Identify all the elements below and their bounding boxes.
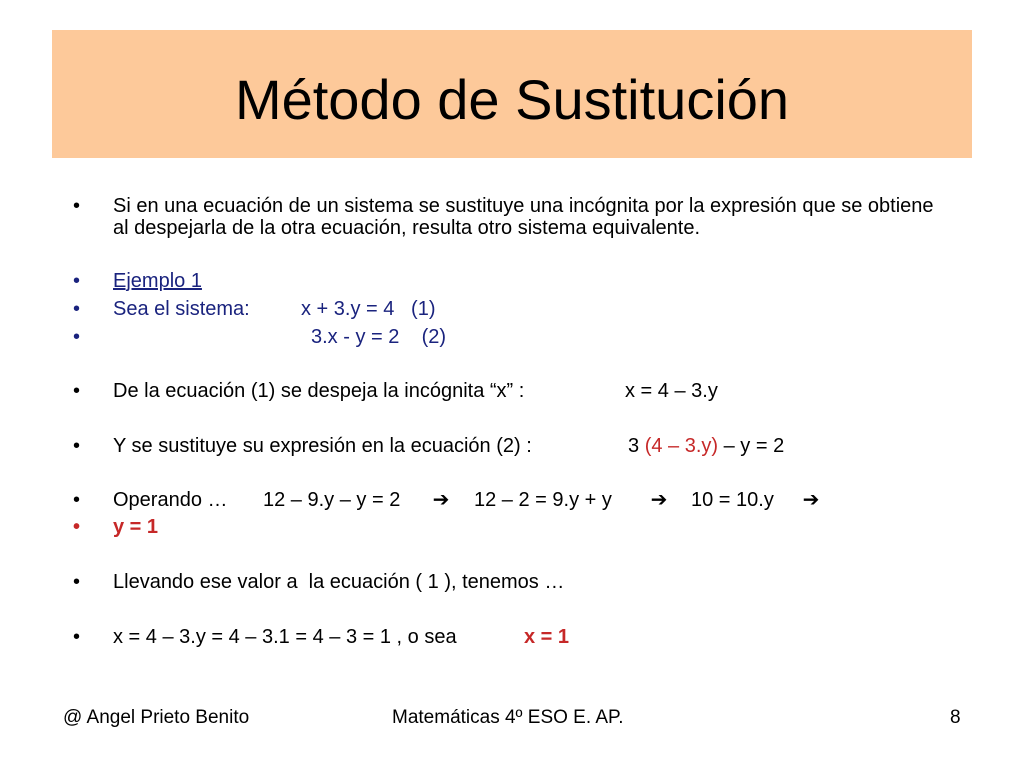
sust-coef: 3 (628, 435, 645, 457)
sust-expression: (4 – 3.y) (644, 435, 719, 457)
footer-author: @ Angel Prieto Benito (63, 707, 250, 728)
bullet-icon: • (73, 571, 81, 593)
y-result: y = 1 (113, 516, 159, 538)
bullet-icon: • (73, 298, 81, 320)
definition-text: Si en una ecuación de un sistema se sustituye una incógnita por la expresión que se obtiene al despejarla de la otra ecuación, resulta otro sistema equivalente. (113, 195, 934, 239)
operando-step-1: 12 – 9.y – y = 2 (263, 489, 401, 511)
bullet-icon: • (73, 516, 81, 538)
arrow-right-icon: ➔ (432, 489, 450, 511)
arrow-right-icon: ➔ (802, 489, 820, 511)
bullet-icon: • (73, 270, 81, 292)
bullet-icon: • (73, 489, 81, 511)
equation-1: x + 3.y = 4 (1) (301, 298, 436, 320)
equation-2: 3.x - y = 2 (2) (311, 326, 447, 348)
sustitucion-equation (628, 435, 784, 457)
arrow-right-icon: ➔ (650, 489, 668, 511)
bullet-icon: • (73, 326, 81, 348)
slide-title: Método de Sustitución (234, 68, 790, 131)
operando-label: Operando … (113, 489, 228, 511)
operando-step-3: 10 = 10.y (691, 489, 774, 511)
bullet-icon: • (73, 380, 81, 402)
despeje-equation: x = 4 – 3.y (625, 380, 718, 402)
sistema-label: Sea el sistema: (113, 298, 250, 320)
bullet-icon: • (73, 195, 81, 217)
sustitucion-text: Y se sustituye su expresión en la ecuación (2) : (113, 435, 532, 457)
footer-page-number: 8 (950, 707, 961, 728)
llevando-text: Llevando ese valor a la ecuación ( 1 ), tenemos … (113, 571, 565, 593)
despeje-text: De la ecuación (1) se despeja la incógnita “x” : (113, 380, 525, 402)
operando-step-2: 12 – 2 = 9.y + y (474, 489, 612, 511)
ejemplo-link[interactable]: Ejemplo 1 (113, 270, 202, 292)
bullet-icon: • (73, 626, 81, 648)
x-result: x = 1 (524, 626, 570, 648)
bullet-icon: • (73, 435, 81, 457)
sust-rest: – y = 2 (718, 435, 785, 457)
final-text: x = 4 – 3.y = 4 – 3.1 = 4 – 3 = 1 , o sea (113, 626, 457, 648)
footer-course: Matemáticas 4º ESO E. AP. (392, 707, 624, 728)
